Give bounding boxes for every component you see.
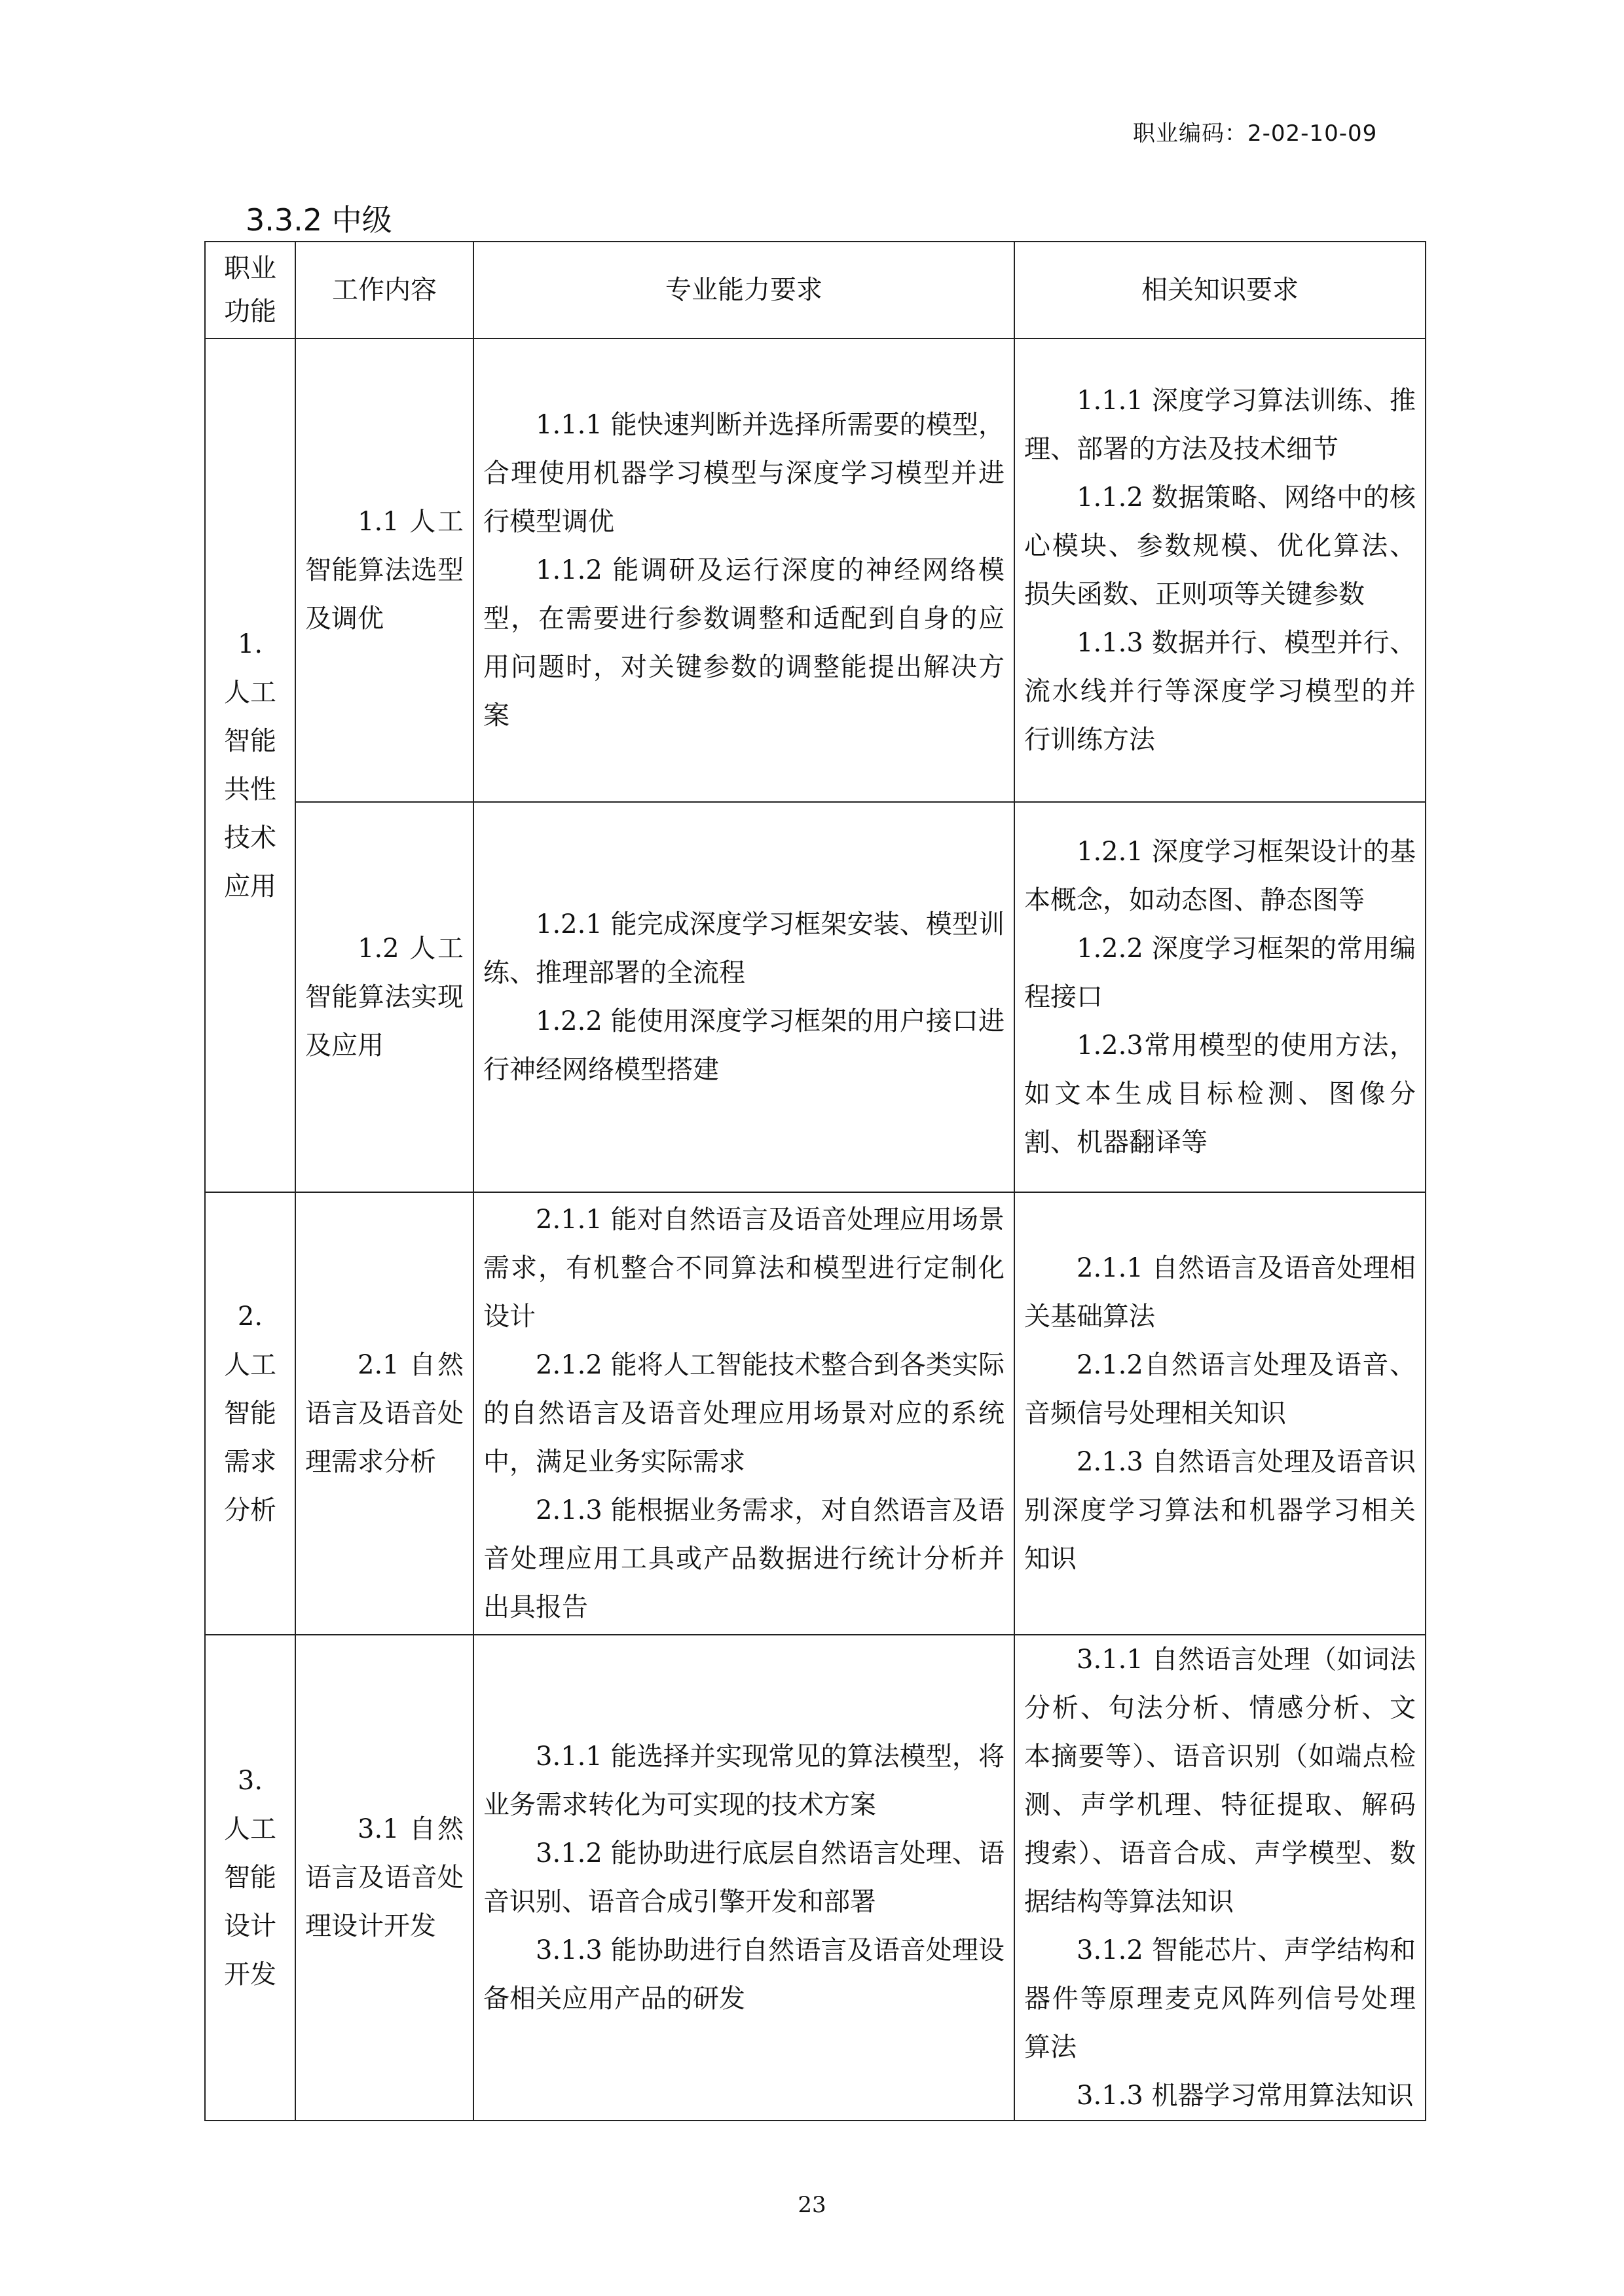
section-title: 3.3.2 中级	[246, 202, 392, 238]
ability-item: 3.1.1 能选择并实现常见的算法模型，将业务需求转化为可实现的技术方案	[483, 1741, 1005, 1820]
knowledge-item: 1.1.2 数据策略、网络中的核心模块、参数规模、优化算法、损失函数、正则项等关键参数	[1024, 483, 1416, 610]
header-knowledge: 相关知识要求	[1014, 242, 1426, 338]
function-line: 应用	[224, 871, 276, 902]
header-function	[205, 242, 295, 338]
work-content-text: 1.2 人工智能算法实现及应用	[305, 934, 464, 1061]
table-row	[205, 802, 1426, 1192]
knowledge-cell	[1014, 1635, 1426, 2121]
work-content-text: 3.1 自然语言及语音处理设计开发	[305, 1814, 464, 1941]
ability-item: 2.1.2 能将人工智能技术整合到各类实际的自然语言及语音处理应用场景对应的系统中，满足业务实际需求	[483, 1350, 1005, 1477]
page-number: 23	[798, 2192, 826, 2218]
competency-table	[204, 241, 1426, 2121]
function-line: 人工	[224, 678, 276, 708]
table-row	[205, 1635, 1426, 2121]
header-function-line-1: 职业	[224, 253, 276, 283]
function-cell	[205, 1192, 295, 1635]
ability-item: 3.1.3 能协助进行自然语言及语音处理设备相关应用产品的研发	[483, 1935, 1005, 2014]
knowledge-item: 1.2.2 深度学习框架的常用编程接口	[1024, 934, 1416, 1012]
ability-item: 3.1.2 能协助进行底层自然语言处理、语音识别、语音合成引擎开发和部署	[483, 1838, 1005, 1917]
ability-item: 1.2.2 能使用深度学习框架的用户接口进行神经网络模型搭建	[483, 1006, 1005, 1085]
table-row	[205, 1192, 1426, 1635]
knowledge-item: 2.1.1 自然语言及语音处理相关基础算法	[1024, 1253, 1416, 1332]
ability-cell	[473, 338, 1014, 802]
knowledge-item: 3.1.2 智能芯片、声学结构和器件等原理麦克风阵列信号处理算法	[1024, 1935, 1416, 2062]
knowledge-item: 3.1.1 自然语言处理（如词法分析、句法分析、情感分析、文本摘要等）、语音识别（如端点检测、声学机理、特征提取、解码搜索）、语音合成、声学模型、数据结构等算法知识	[1024, 1645, 1416, 1917]
work-content-cell	[295, 1635, 473, 2121]
function-cell	[205, 338, 295, 1192]
knowledge-item: 1.1.3 数据并行、模型并行、流水线并行等深度学习模型的并行训练方法	[1024, 628, 1416, 755]
ability-item: 2.1.1 能对自然语言及语音处理应用场景需求，有机整合不同算法和模型进行定制化设计	[483, 1205, 1005, 1332]
knowledge-item: 2.1.3 自然语言处理及语音识别深度学习算法和机器学习相关知识	[1024, 1447, 1416, 1574]
work-content-cell	[295, 802, 473, 1192]
ability-cell	[473, 802, 1014, 1192]
work-content-text: 2.1 自然语言及语音处理需求分析	[305, 1350, 464, 1477]
function-line: 3.	[237, 1766, 263, 1796]
ability-cell	[473, 1635, 1014, 2121]
knowledge-item: 1.2.3常用模型的使用方法，如文本生成目标检测、图像分割、机器翻译等	[1024, 1030, 1416, 1157]
function-line: 开发	[224, 1959, 276, 1990]
function-line: 共性	[224, 774, 276, 805]
knowledge-cell	[1014, 338, 1426, 802]
function-cell	[205, 1635, 295, 2121]
table-body	[205, 338, 1426, 2121]
function-line: 1.	[237, 629, 263, 659]
function-line: 人工	[224, 1350, 276, 1380]
function-line: 智能	[224, 1863, 276, 1893]
ability-item: 1.2.1 能完成深度学习框架安装、模型训练、推理部署的全流程	[483, 909, 1005, 988]
function-line: 设计	[224, 1911, 276, 1941]
function-line: 人工	[224, 1814, 276, 1844]
knowledge-item: 1.1.1 深度学习算法训练、推理、部署的方法及技术细节	[1024, 386, 1416, 464]
function-line: 需求	[224, 1447, 276, 1477]
function-line: 2.	[237, 1302, 263, 1332]
function-line: 分析	[224, 1495, 276, 1525]
header-ability: 专业能力要求	[473, 242, 1014, 338]
knowledge-item: 3.1.3 机器学习常用算法知识	[1077, 2081, 1414, 2111]
work-content-text: 1.1 人工智能算法选型及调优	[305, 507, 464, 634]
knowledge-cell	[1014, 1192, 1426, 1635]
occupation-code: 职业编码：2-02-10-09	[1133, 120, 1378, 147]
knowledge-item: 2.1.2自然语言处理及语音、音频信号处理相关知识	[1024, 1350, 1416, 1429]
function-line: 智能	[224, 1398, 276, 1429]
header-content: 工作内容	[295, 242, 473, 338]
table-row	[205, 338, 1426, 802]
ability-item: 1.1.1 能快速判断并选择所需要的模型，合理使用机器学习模型与深度学习模型并进行模型调优	[483, 410, 1005, 537]
work-content-cell	[295, 338, 473, 802]
ability-cell	[473, 1192, 1014, 1635]
ability-item: 2.1.3 能根据业务需求，对自然语言及语音处理应用工具或产品数据进行统计分析并出具报告	[483, 1495, 1005, 1622]
table-header-row	[205, 242, 1426, 338]
function-line: 技术	[224, 823, 276, 853]
header-function-line-2: 功能	[224, 297, 276, 327]
work-content-cell	[295, 1192, 473, 1635]
knowledge-item: 1.2.1 深度学习框架设计的基本概念，如动态图、静态图等	[1024, 837, 1416, 915]
knowledge-cell	[1014, 802, 1426, 1192]
ability-item: 1.1.2 能调研及运行深度的神经网络模型，在需要进行参数调整和适配到自身的应用问题时，对关键参数的调整能提出解决方案	[483, 555, 1005, 731]
function-line: 智能	[224, 726, 276, 756]
